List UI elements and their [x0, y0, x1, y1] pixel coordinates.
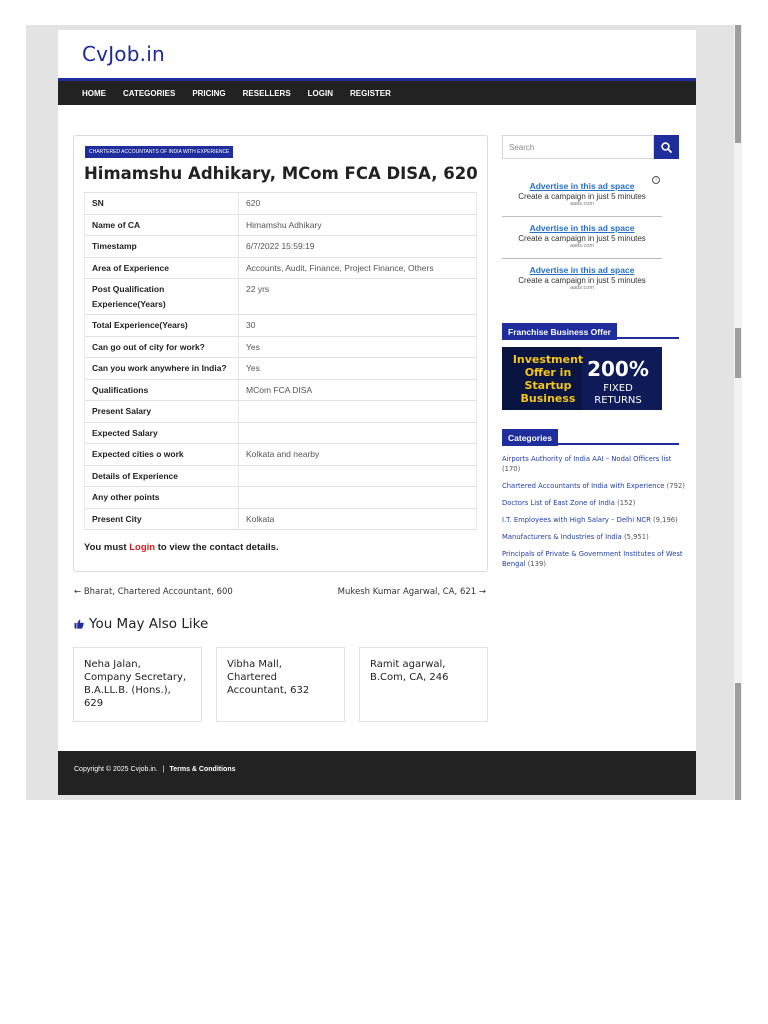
- field-label: Total Experience(Years): [85, 315, 239, 337]
- franchise-banner[interactable]: [502, 347, 662, 410]
- related-heading: [74, 616, 208, 632]
- franchise-widget-title-text: Franchise Business Offer: [502, 323, 617, 340]
- field-value: Himamshu Adhikary: [239, 214, 477, 236]
- footer-separator: |: [162, 766, 165, 773]
- table-row: [85, 508, 477, 530]
- field-value: 30: [239, 315, 477, 337]
- thumbs-up-icon: [74, 619, 84, 629]
- nav-item-categories[interactable]: CATEGORIES: [123, 88, 176, 98]
- list-item: [502, 515, 688, 525]
- list-item: [502, 532, 688, 542]
- ad-unit[interactable]: [502, 223, 662, 249]
- field-label: Present City: [85, 508, 239, 530]
- category-link[interactable]: Airports Authority of India AAI – Nodal Officers list: [502, 455, 672, 463]
- scrollbar-marker: [735, 683, 741, 800]
- categories-widget-title-text: Categories: [502, 429, 558, 446]
- copyright-text: Copyright © 2025 Cvjob.in.: [74, 766, 158, 773]
- previous-post-link[interactable]: ← Bharat, Chartered Accountant, 600: [74, 587, 233, 597]
- category-link[interactable]: Principals of Private & Government Institutes of West Bengal: [502, 550, 683, 568]
- field-value: [239, 487, 477, 509]
- field-label: Post Qualification Experience(Years): [85, 279, 239, 315]
- category-link[interactable]: Doctors List of East Zone of India: [502, 499, 615, 507]
- category-count: (9,196): [653, 516, 678, 524]
- field-value: 22 yrs: [239, 279, 477, 315]
- list-item: [502, 498, 688, 508]
- category-link[interactable]: I.T. Employees with High Salary – Delhi NCR: [502, 516, 651, 524]
- table-row: [85, 236, 477, 258]
- table-row: [85, 465, 477, 487]
- field-value: [239, 422, 477, 444]
- category-link[interactable]: Manufacturers & Industries of India: [502, 533, 622, 541]
- banner-line-1: Investment: [512, 353, 584, 366]
- field-label: Can you work anywhere in India?: [85, 358, 239, 380]
- banner-percent: 200%: [587, 357, 649, 381]
- field-label: Any other points: [85, 487, 239, 509]
- field-value: MCom FCA DISA: [239, 379, 477, 401]
- banner-line-2: Offer in: [524, 366, 572, 379]
- banner-line-4: Business: [520, 392, 576, 405]
- ad-link[interactable]: Advertise in this ad space: [529, 181, 635, 191]
- related-post-card[interactable]: Vibha Mall, Chartered Accountant, 632: [216, 647, 345, 722]
- field-value: [239, 465, 477, 487]
- category-count: (170): [502, 465, 521, 473]
- field-label: Expected Salary: [85, 422, 239, 444]
- category-count: (5,951): [623, 533, 649, 541]
- post-title: Himamshu Adhikary, MCom FCA DISA, 620: [84, 164, 478, 183]
- search-icon: [661, 142, 672, 153]
- field-value: 620: [239, 193, 477, 215]
- list-item: [502, 481, 688, 491]
- ad-subtitle: Create a campaign in just 5 minutes: [518, 276, 646, 285]
- field-value: 6/7/2022 15:59:19: [239, 236, 477, 258]
- nav-item-register[interactable]: REGISTER: [350, 88, 391, 98]
- category-count: (152): [617, 499, 636, 507]
- ad-unit[interactable]: [502, 181, 662, 207]
- ad-source: aads.com: [570, 285, 594, 291]
- related-heading-text: You May Also Like: [89, 616, 209, 632]
- scrollbar-marker: [735, 328, 741, 378]
- divider: [502, 258, 662, 259]
- table-row: [85, 336, 477, 358]
- field-value: Kolkata: [239, 508, 477, 530]
- login-notice: [84, 542, 279, 553]
- login-notice-prefix: You must: [84, 542, 130, 553]
- table-row: [85, 444, 477, 466]
- franchise-banner-graphic: [502, 347, 662, 410]
- categories-widget-title: [502, 426, 679, 445]
- next-post-link[interactable]: Mukesh Kumar Agarwal, CA, 621 →: [337, 587, 486, 597]
- field-value: Yes: [239, 336, 477, 358]
- related-post-card[interactable]: Neha Jalan, Company Secretary, B.A.LL.B. (Hons.), 629: [73, 647, 202, 722]
- ad-subtitle: Create a campaign in just 5 minutes: [518, 234, 646, 243]
- divider: [502, 216, 662, 217]
- footer-text: [74, 766, 235, 773]
- category-count: (792): [666, 482, 685, 490]
- related-post-card[interactable]: Ramit agarwal, B.Com, CA, 246: [359, 647, 488, 722]
- field-value: Accounts, Audit, Finance, Project Finance, Others: [239, 257, 477, 279]
- field-label: Name of CA: [85, 214, 239, 236]
- ad-link[interactable]: Advertise in this ad space: [529, 223, 635, 233]
- table-row: [85, 487, 477, 509]
- table-row: [85, 358, 477, 380]
- nav-item-resellers[interactable]: RESELLERS: [242, 88, 291, 98]
- search-button[interactable]: [654, 135, 679, 159]
- ad-subtitle: Create a campaign in just 5 minutes: [518, 192, 646, 201]
- banner-line-3: Startup: [524, 379, 572, 392]
- page: [58, 30, 696, 795]
- field-label: Present Salary: [85, 401, 239, 423]
- nav-item-login[interactable]: LOGIN: [307, 88, 334, 98]
- site-footer: [58, 751, 696, 795]
- ad-link[interactable]: Advertise in this ad space: [529, 265, 635, 275]
- franchise-widget-title: [502, 320, 679, 339]
- login-notice-suffix: to view the contact details.: [155, 542, 279, 553]
- scrollbar-thumb[interactable]: [735, 25, 741, 143]
- banner-fixed: FIXED: [603, 383, 633, 394]
- field-label: Area of Experience: [85, 257, 239, 279]
- field-label: Can go out of city for work?: [85, 336, 239, 358]
- list-item: [502, 549, 688, 569]
- banner-returns: RETURNS: [594, 395, 642, 406]
- login-link[interactable]: Login: [129, 542, 156, 553]
- ad-source: aads.com: [570, 201, 594, 207]
- table-row: [85, 279, 477, 315]
- details-table: [84, 192, 477, 530]
- field-label: Details of Experience: [85, 465, 239, 487]
- field-label: Timestamp: [85, 236, 239, 258]
- field-value: Kolkata and nearby: [239, 444, 477, 466]
- table-row: [85, 401, 477, 423]
- category-link[interactable]: Chartered Accountants of India with Experience: [502, 482, 665, 490]
- terms-link[interactable]: Terms & Conditions: [169, 766, 236, 773]
- table-row: [85, 257, 477, 279]
- ad-unit[interactable]: [502, 265, 662, 291]
- ad-source: aads.com: [570, 243, 594, 249]
- field-label: Expected cities o work: [85, 444, 239, 466]
- nav-item-home[interactable]: HOME: [82, 88, 106, 98]
- category-list: [502, 454, 688, 576]
- table-row: [85, 422, 477, 444]
- nav-item-pricing[interactable]: PRICING: [192, 88, 226, 98]
- search-input[interactable]: Search: [502, 135, 654, 159]
- field-label: SN: [85, 193, 239, 215]
- table-row: [85, 193, 477, 215]
- field-value: Yes: [239, 358, 477, 380]
- category-badge[interactable]: CHARTERED ACCOUNTANTS OF INDIA WITH EXPERIENCE: [85, 146, 233, 158]
- ad-info-icon[interactable]: i: [652, 176, 660, 184]
- list-item: [502, 454, 688, 474]
- table-row: [85, 315, 477, 337]
- site-logo[interactable]: CvJob.in: [82, 42, 165, 66]
- main-nav: [58, 78, 696, 105]
- table-row: [85, 379, 477, 401]
- field-label: Qualifications: [85, 379, 239, 401]
- category-count: (139): [527, 560, 546, 568]
- field-value: [239, 401, 477, 423]
- table-row: [85, 214, 477, 236]
